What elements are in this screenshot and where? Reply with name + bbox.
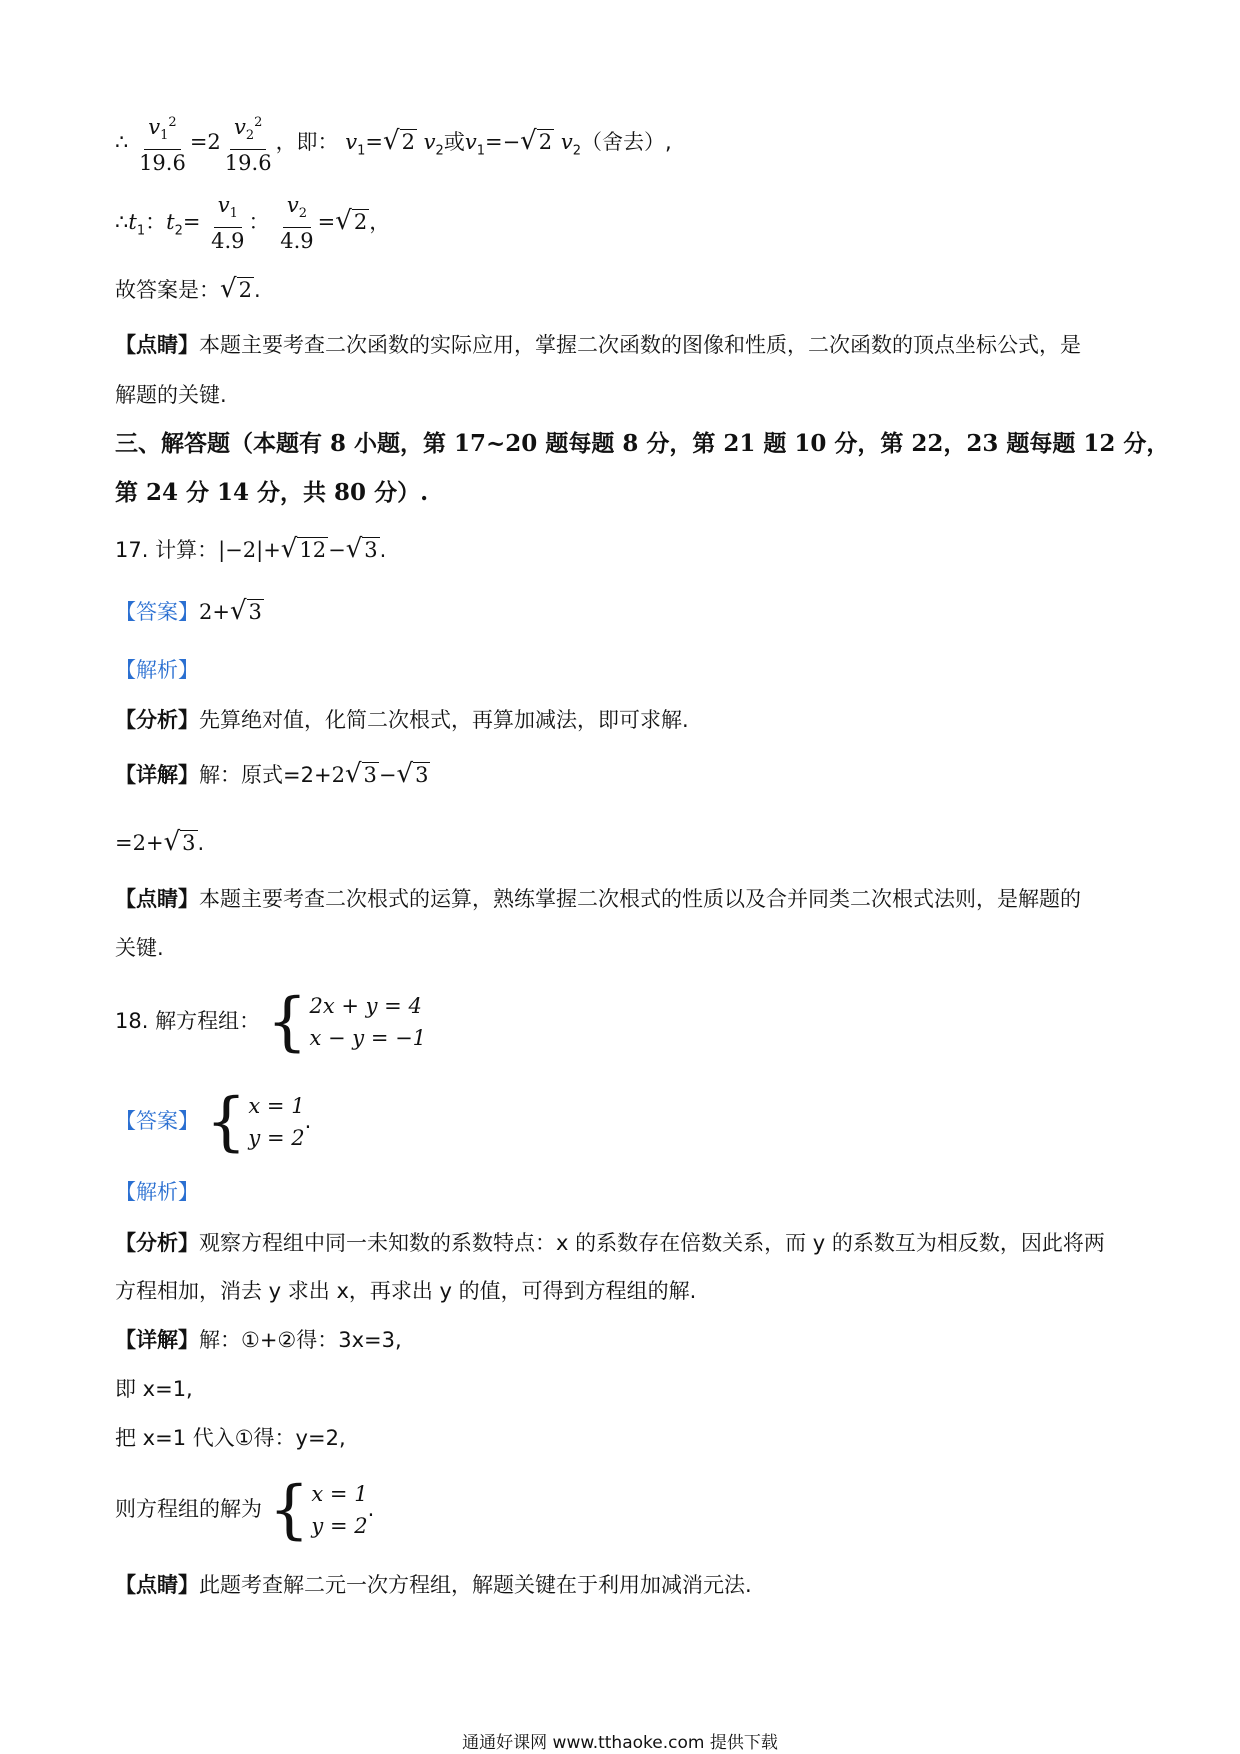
text: ， xyxy=(369,210,391,235)
tag-label: 【分析】 xyxy=(115,708,199,732)
comment-paragraph-cont xyxy=(115,380,227,410)
footer-text: 通通好课网 www.tthaoke.com 提供下载 xyxy=(462,1733,778,1753)
abs-value: |−2| xyxy=(218,538,264,562)
equals: = xyxy=(317,210,336,235)
sqrt: √ 2 xyxy=(383,126,415,157)
var-v: v xyxy=(345,130,358,155)
text: . xyxy=(367,1497,375,1521)
sqrt: √ 3 xyxy=(229,596,262,626)
sqrt: √ 3 xyxy=(345,534,378,564)
text: 解：①+②得：3x=3, xyxy=(199,1328,402,1352)
analysis-17 xyxy=(115,705,689,735)
equation: x = 1 xyxy=(248,1094,305,1118)
subscript: 2 xyxy=(298,206,308,222)
text: . xyxy=(304,1109,312,1133)
subscript: 1 xyxy=(357,143,366,159)
tag-label: 【点睛】 xyxy=(115,1573,199,1597)
equals: = xyxy=(182,210,201,235)
detail-18-line3 xyxy=(115,1423,346,1453)
answer-17 xyxy=(115,597,264,627)
equals: = xyxy=(365,130,384,155)
text: =2+ xyxy=(115,831,164,855)
page-footer xyxy=(0,1728,1240,1753)
operator: − xyxy=(328,538,346,562)
fraction xyxy=(209,192,246,254)
equation: x = 1 xyxy=(311,1482,368,1506)
text: 三、解答题（本题有 8 小题，第 17~20 题每题 8 分，第 21 题 10 分，第 22，23 题每题 12 分， xyxy=(115,430,1170,457)
text: 关键. xyxy=(115,936,164,960)
formula-line-1 xyxy=(115,110,672,181)
detail-18 xyxy=(115,1325,402,1355)
text: 第 24 分 14 分，共 80 分）. xyxy=(115,479,429,506)
comment-18 xyxy=(115,1570,752,1600)
text: 2+ xyxy=(199,600,230,624)
text: 故答案是： xyxy=(115,278,220,302)
detail-18-line2 xyxy=(115,1374,193,1404)
radicand: 2 xyxy=(353,210,368,235)
sqrt: √ 2 xyxy=(335,206,368,237)
subscript: 1 xyxy=(476,143,485,159)
text: ： xyxy=(145,210,167,235)
var-t: t xyxy=(128,210,137,235)
subscript: 1 xyxy=(160,128,169,144)
fraction xyxy=(137,110,188,176)
analysis-tag: 【解析】 xyxy=(115,658,199,682)
power: 2 xyxy=(168,115,177,130)
text: （舍去）, xyxy=(580,130,672,155)
text: . xyxy=(253,278,261,302)
comment-17 xyxy=(115,884,1081,914)
equation-system: { 2x + y = 4 x − y = −1 xyxy=(266,985,427,1059)
text: 解：原式=2 xyxy=(199,763,314,787)
text: 即 x=1, xyxy=(115,1377,193,1401)
denominator: 4.9 xyxy=(211,229,245,254)
analysis-18 xyxy=(115,1228,1105,1258)
equation: y = 2 xyxy=(311,1514,368,1538)
radicand: 2 xyxy=(538,130,553,155)
coefficient: 2 xyxy=(331,763,345,787)
denominator: 19.6 xyxy=(139,151,186,176)
text: ，即： xyxy=(275,130,339,155)
detail-18-line4 xyxy=(115,1473,374,1545)
var-v: v xyxy=(217,193,230,217)
question-17 xyxy=(115,535,386,565)
equals: =− xyxy=(484,130,521,155)
tag-label: 【详解】 xyxy=(115,1328,199,1352)
fraction xyxy=(278,192,315,254)
text: 本题主要考查二次根式的运算，熟练掌握二次根式的性质以及合并同类二次根式法则，是解题的 xyxy=(199,887,1081,911)
radicand: 12 xyxy=(299,538,327,562)
solution-system: { x = 1 y = 2 xyxy=(268,1473,368,1547)
subscript: 1 xyxy=(229,206,238,222)
radicand: 3 xyxy=(182,831,196,855)
text: . xyxy=(379,538,387,562)
equation: y = 2 xyxy=(248,1126,305,1150)
answer-line xyxy=(115,275,261,305)
radicand: 3 xyxy=(363,763,377,787)
subscript: 1 xyxy=(136,223,146,239)
fraction xyxy=(223,110,274,176)
sqrt: √ 3 xyxy=(396,759,429,789)
sqrt: √ 3 xyxy=(163,827,196,857)
answer-18 xyxy=(115,1085,311,1157)
detail-17-line2 xyxy=(115,828,204,858)
denominator: 19.6 xyxy=(224,151,272,176)
equation: x − y = −1 xyxy=(309,1026,427,1050)
text: 本题主要考查二次函数的实际应用，掌握二次函数的图像和性质，二次函数的顶点坐标公式，是 xyxy=(199,333,1081,357)
analysis-tag: 【解析】 xyxy=(115,1180,199,1204)
tag-label: 【点睛】 xyxy=(115,887,199,911)
subscript: 2 xyxy=(174,223,183,239)
comment-paragraph xyxy=(115,330,1081,360)
radicand: 2 xyxy=(238,278,252,302)
radicand: 3 xyxy=(364,538,378,562)
var-v: v xyxy=(464,130,477,155)
therefore-symbol: ∴ xyxy=(115,130,129,155)
text: 观察方程组中同一未知数的系数特点：x 的系数存在倍数关系，而 y 的系数互为相反数，因此将两 xyxy=(199,1231,1105,1255)
var-v: v xyxy=(286,193,299,217)
sqrt: √ 2 xyxy=(220,274,252,304)
therefore-symbol: ∴ xyxy=(115,210,129,235)
section-heading-cont xyxy=(115,478,428,508)
tag-label: 【点睛】 xyxy=(115,333,199,357)
text: . xyxy=(197,831,205,855)
text: 此题考查解二元一次方程组，解题关键在于利用加减消元法. xyxy=(199,1573,752,1597)
formula-line-2 xyxy=(115,192,390,261)
power: 2 xyxy=(254,115,263,130)
text: 则方程组的解为 xyxy=(115,1497,262,1521)
tag-label: 【分析】 xyxy=(115,1231,199,1255)
var-v: v xyxy=(560,130,573,155)
sqrt: √ 3 xyxy=(344,759,377,789)
analysis-tag-17 xyxy=(115,655,199,685)
equation: 2x + y = 4 xyxy=(309,994,422,1018)
detail-17 xyxy=(115,760,430,790)
text: 先算绝对值，化简二次根式，再算加减法，即可求解. xyxy=(199,708,689,732)
text: 方程相加，消去 y 求出 x，再求出 y 的值，可得到方程组的解. xyxy=(115,1279,697,1303)
solution-system: { x = 1 y = 2 xyxy=(205,1085,305,1159)
text: 把 x=1 代入①得：y=2, xyxy=(115,1426,346,1450)
equals: =2 xyxy=(189,130,221,155)
radicand: 3 xyxy=(415,763,429,787)
answer-tag: 【答案】 xyxy=(115,600,199,624)
answer-tag: 【答案】 xyxy=(115,1109,199,1133)
analysis-tag-18 xyxy=(115,1177,199,1207)
denominator: 4.9 xyxy=(280,229,314,254)
text: 解题的关键. xyxy=(115,383,227,407)
subscript: 2 xyxy=(435,143,444,159)
radicand: 3 xyxy=(248,600,262,624)
var-v: v xyxy=(233,115,246,139)
question-number: 17. 计算： xyxy=(115,538,219,562)
question-18 xyxy=(115,985,426,1057)
operator: + xyxy=(263,538,281,562)
tag-label: 【详解】 xyxy=(115,763,199,787)
section-heading xyxy=(115,429,1169,459)
subscript: 2 xyxy=(245,128,255,144)
question-number: 18. 解方程组： xyxy=(115,1009,261,1033)
operator: + xyxy=(313,763,332,787)
operator: − xyxy=(378,763,397,787)
sqrt: √ 2 xyxy=(520,126,553,157)
text: 或 xyxy=(443,130,465,155)
analysis-18-cont xyxy=(115,1276,696,1306)
radicand: 2 xyxy=(401,130,415,155)
subscript: 2 xyxy=(572,143,581,159)
var-t: t xyxy=(166,210,175,235)
var-v: v xyxy=(148,115,161,139)
var-v: v xyxy=(423,130,436,155)
text: ： xyxy=(248,210,270,235)
sqrt: √ 12 xyxy=(280,534,327,564)
comment-17-cont xyxy=(115,933,164,963)
